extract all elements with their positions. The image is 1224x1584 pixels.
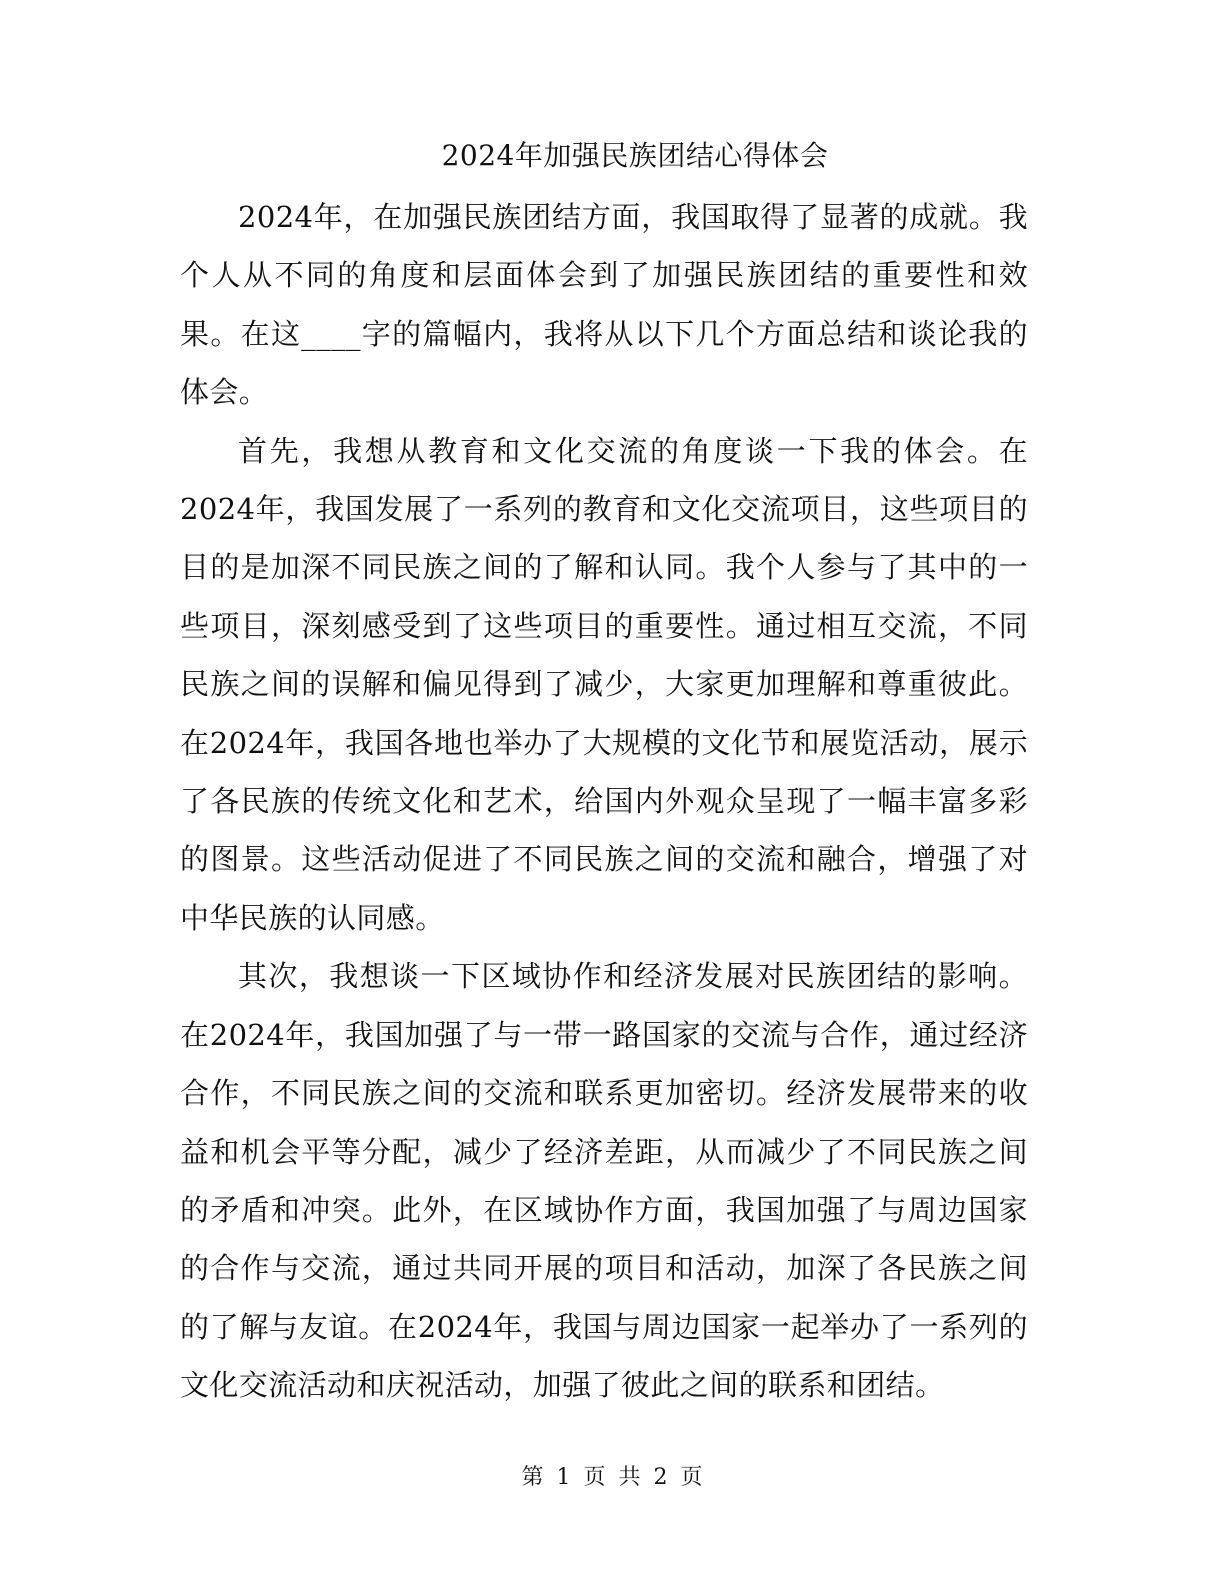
- document-title: 2024年加强民族团结心得体会: [441, 139, 829, 172]
- paragraph-education-culture: 首先，我想从教育和文化交流的角度谈一下我的体会。在2024年，我国发展了一系列的教育和文化交流项目，这些项目的目的是加深不同民族之间的了解和认同。我个人参与了其中的一些项目，深刻感受到了这些项目的重要性。通过相互交流，不同民族之间的误解和偏见得到了减少，大家更加理解和尊重彼此。在2024年，我国各地也举办了大规模的文化节和展览活动，展示了各民族的传统文化和艺术，给国内外观众呈现了一幅丰富多彩的图景。这些活动促进了不同民族之间的交流和融合，增强了对中华民族的认同感。: [180, 433, 1028, 935]
- paragraph-intro: 2024年，在加强民族团结方面，我国取得了显著的成就。我个人从不同的角度和层面体会到了加强民族团结的重要性和效果。在这____字的篇幅内，我将从以下几个方面总结和谈论我的体会。: [180, 200, 1028, 410]
- paragraph-regional-economy: 其次，我想谈一下区域协作和经济发展对民族团结的影响。在2024年，我国加强了与一带一路国家的交流与合作，通过经济合作，不同民族之间的交流和联系更加密切。经济发展带来的收益和机会平等分配，减少了经济差距，从而减少了不同民族之间的矛盾和冲突。此外，在区域协作方面，我国加强了与周边国家的合作与交流，通过共同开展的项目和活动，加深了各民族之间的了解与友谊。在2024年，我国与周边国家一起举办了一系列的文化交流活动和庆祝活动，加强了彼此之间的联系和团结。: [180, 959, 1028, 1403]
- page-footer: 第 1 页 共 2 页: [521, 1465, 703, 1490]
- document-body: [180, 188, 1028, 1415]
